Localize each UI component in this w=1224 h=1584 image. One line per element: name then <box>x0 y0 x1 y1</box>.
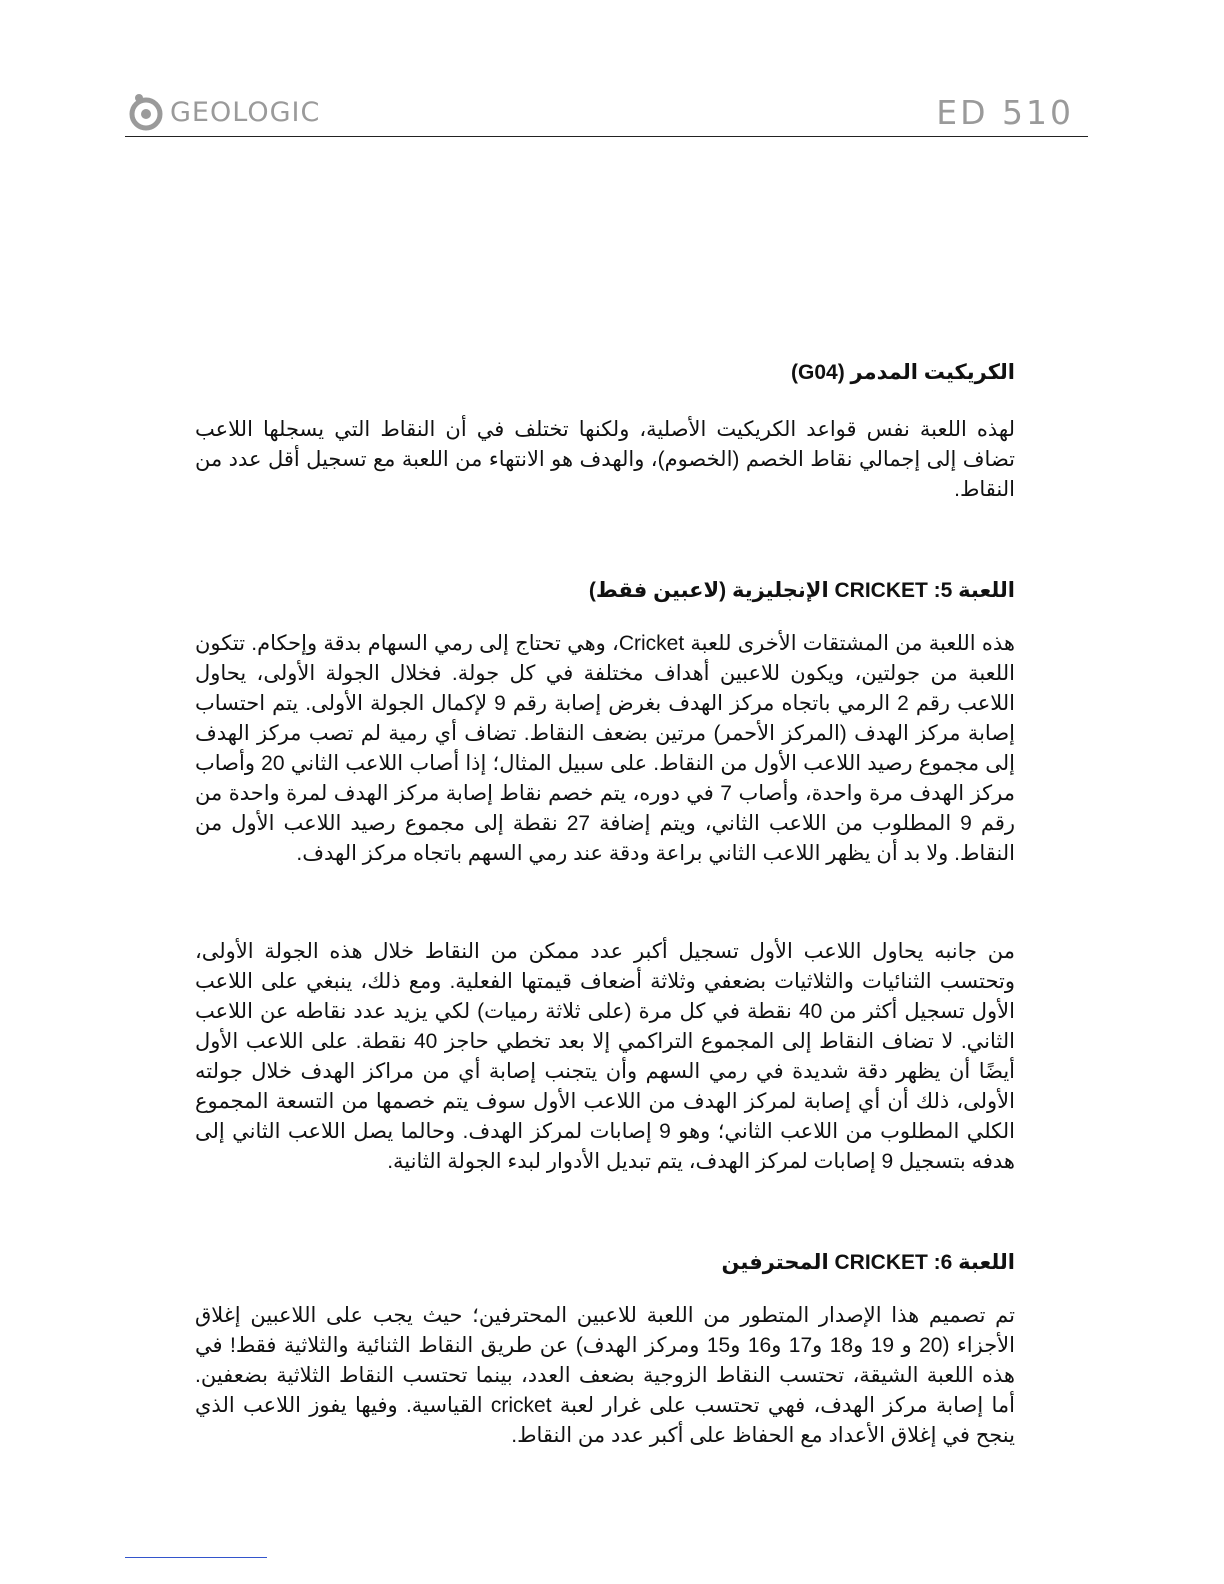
section-game5-paragraph-1: هذه اللعبة من المشتقات الأخرى للعبة Cricket، وهي تحتاج إلى رمي السهام بدقة وإحكام. تتكون اللعبة من جولتين، ويكون للاعبين أهداف مختلفة في كل جولة. فخلال الجولة الأولى، يحاول اللاعب رقم 2 الرمي باتجاه مركز الهدف بغرض إصابة رقم 9 لإكمال الجولة الأولى. يتم احتساب إصابة مركز الهدف (المركز الأحمر) مرتين بضعف النقاط. تضاف أي رمية لم تصب مركز الهدف إلى مجموع رصيد اللاعب الأول من النقاط. على سبيل المثال؛ إذا أصاب اللاعب الثاني 20 وأصاب مركز الهدف مرة واحدة، وأصاب 7 في دوره، يتم خصم نقاط إصابة مركز الهدف لمرة واحدة من رقم 9 المطلوب من اللاعب الثاني، ويتم إضافة 27 نقطة إلى مجموع رصيد اللاعب الأول من النقاط. ولا بد أن يظهر اللاعب الثاني براعة ودقة عند رمي السهم باتجاه مركز الهدف. <box>195 632 1015 865</box>
section-heading-g04: الكريكيت المدمر (G04) <box>791 361 1015 384</box>
brand-logo <box>128 92 320 132</box>
geologic-logo-icon <box>128 93 164 131</box>
header-divider <box>125 136 1088 137</box>
section-g04-paragraph: لهذه اللعبة نفس قواعد الكريكيت الأصلية، ولكنها تختلف في أن النقاط التي يسجلها اللاعب تضاف إلى إجمالي نقاط الخصم (الخصوم)، والهدف هو الانتهاء من اللعبة مع تسجيل أقل عدد من النقاط. <box>195 418 1015 501</box>
section-game5-paragraph-2: من جانبه يحاول اللاعب الأول تسجيل أكبر عدد ممكن من النقاط خلال هذه الجولة الأولى، وتحتسب الثنائيات والثلاثيات بضعفي وثلاثة أضعاف قيمتها الفعلية. ومع ذلك، ينبغي على اللاعب الأول تسجيل أكثر من 40 نقطة في كل مرة (على ثلاثة رميات) لكي يزيد عدد نقاطه عن اللاعب الثاني. لا تضاف النقاط إلى المجموع التراكمي إلا بعد تخطي حاجز 40 نقطة. على اللاعب الأول أيضًا أن يظهر دقة شديدة في رمي السهم وأن يتجنب إصابة أي من مراكز الهدف خلال جولته الأولى، ذلك أن أي إصابة لمركز الهدف من اللاعب الأول سوف يتم خصمها من التسعة المجموع الكلي المطلوب من اللاعب الثاني؛ وهو 9 إصابات لمركز الهدف. وحالما يصل اللاعب الثاني إلى هدفه بتسجيل 9 إصابات لمركز الهدف، يتم تبديل الأدوار لبدء الجولة الثانية. <box>195 940 1015 1173</box>
model-name: ED 510 <box>936 92 1074 132</box>
section-heading-game5: اللعبة 5: CRICKET الإنجليزية (لاعبين فقط) <box>588 579 1015 602</box>
section-game6-paragraph: تم تصميم هذا الإصدار المتطور من اللعبة للاعبين المحترفين؛ حيث يجب على اللاعبين إغلاق الأجزاء (20 و 19 و18 و17 و16 و15 ومركز الهدف) عن طريق النقاط الثنائية والثلاثية فقط! في هذه اللعبة الشيقة، تحتسب النقاط الزوجية بضعف العدد، بينما تحتسب النقاط الثلاثية بضعفين. أما إصابة مركز الهدف، فهي تحتسب على غرار لعبة cricket القياسية. وفيها يفوز اللاعب الذي ينجح في إغلاق الأعداد مع الحفاظ على أكبر عدد من النقاط. <box>195 1304 1015 1447</box>
document-body <box>195 355 1015 1451</box>
brand-name: GEOLOGIC <box>170 96 321 128</box>
page-header <box>125 92 1088 137</box>
section-heading-game6: اللعبة 6: CRICKET المحترفين <box>721 1251 1015 1274</box>
footnote-rule <box>125 1557 267 1558</box>
